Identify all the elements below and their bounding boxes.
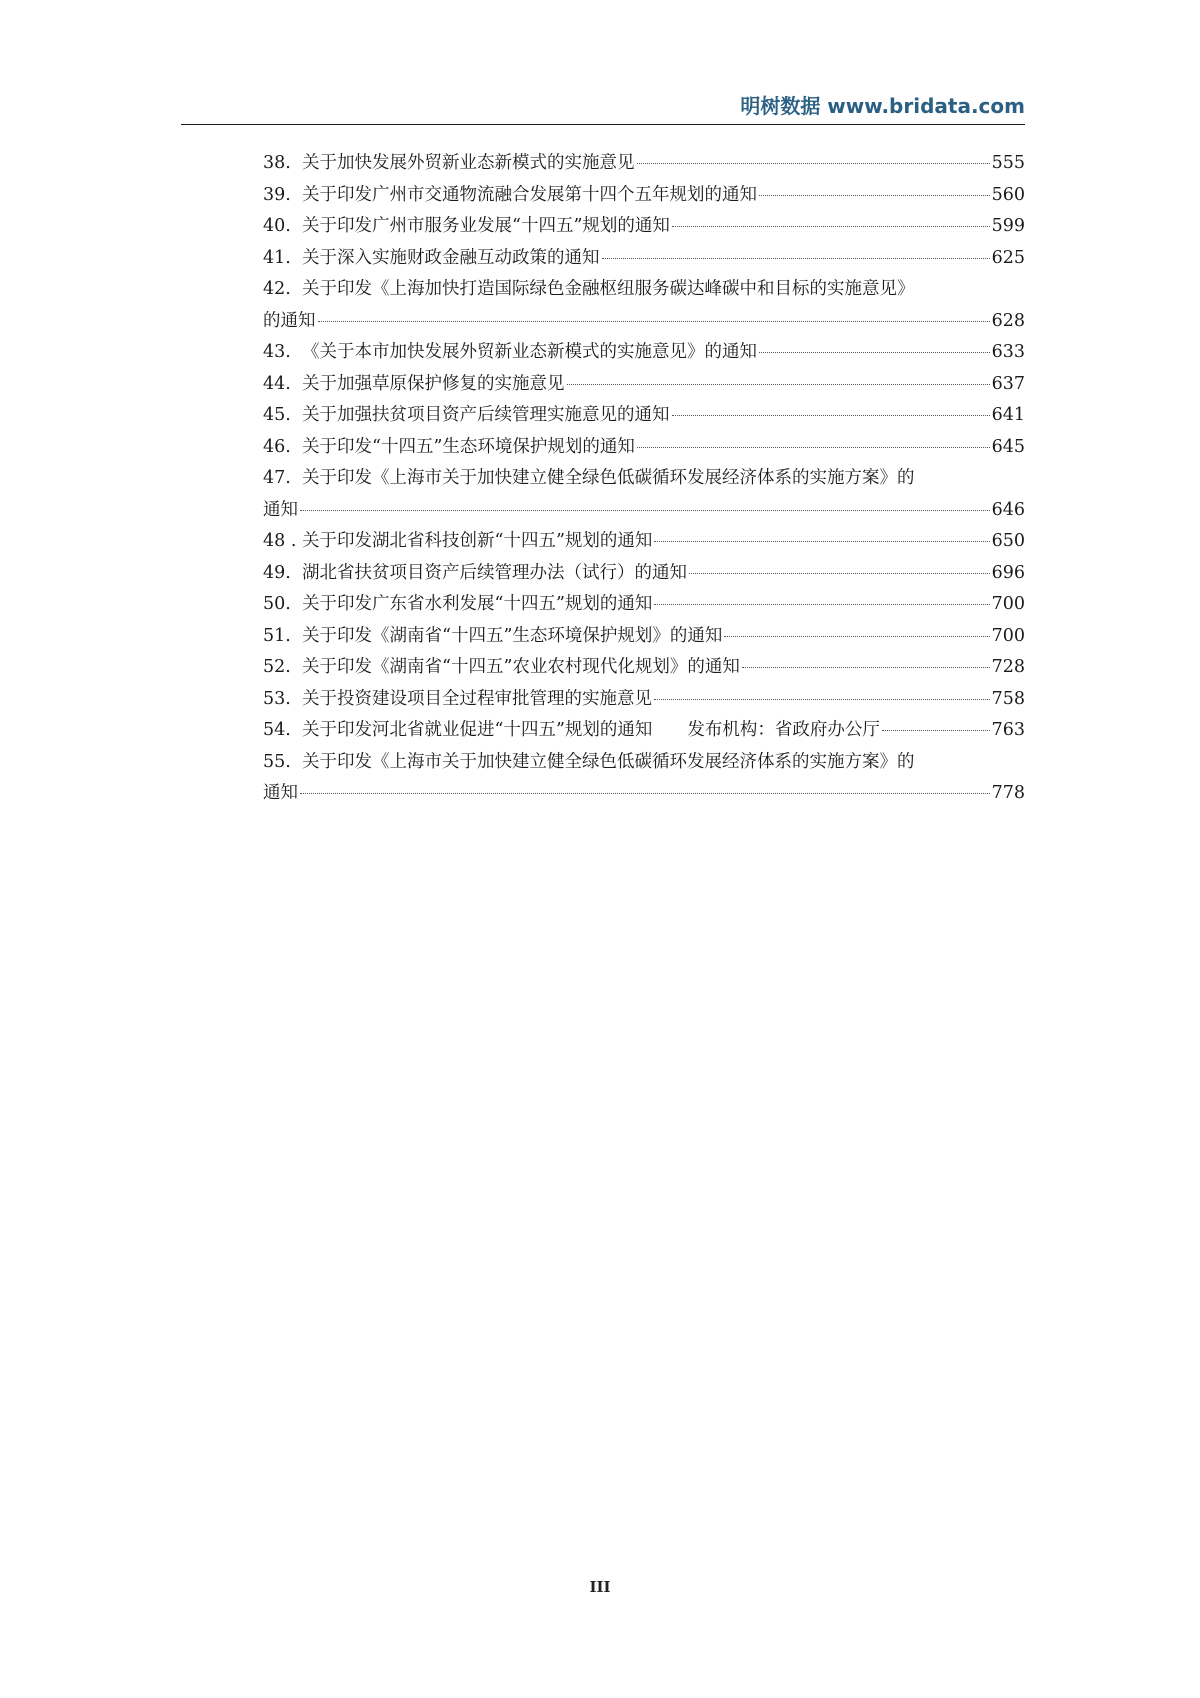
toc-entry[interactable]: [263, 211, 1025, 243]
toc-entry[interactable]: [263, 558, 1025, 590]
toc-entry-number: 42.: [263, 279, 291, 299]
toc-entry-title: 关于印发广东省水利发展“十四五”规划的通知: [302, 594, 653, 614]
toc-entry-page: 599: [991, 216, 1025, 236]
toc-entry-number: 40.: [263, 216, 291, 236]
dot-leader: [759, 352, 990, 353]
dot-leader: [759, 195, 990, 196]
toc-entry-number: 52.: [263, 657, 291, 677]
dot-leader: [300, 510, 990, 511]
toc-entry-title: 关于印发广州市服务业发展“十四五”规划的通知: [302, 216, 670, 236]
toc-entry-first-line: [263, 747, 1025, 779]
toc-entry-text: [263, 400, 670, 432]
table-of-contents: [263, 148, 1025, 810]
toc-entry-title: 关于印发《上海市关于加快建立健全绿色低碳循环发展经济体系的实施方案》的: [302, 468, 915, 488]
toc-entry[interactable]: [263, 747, 1025, 810]
toc-entry-page: 696: [991, 562, 1025, 583]
toc-entry[interactable]: [263, 526, 1025, 558]
toc-entry-page: 728: [991, 657, 1025, 677]
toc-entry-title-continuation: 通知: [263, 499, 298, 520]
toc-entry-number: 50.: [263, 594, 291, 614]
toc-entry[interactable]: [263, 684, 1025, 716]
dot-leader: [318, 321, 990, 322]
dot-leader: [654, 699, 990, 700]
toc-entry-page: 555: [991, 153, 1025, 173]
dot-leader: [672, 415, 990, 416]
dot-leader: [672, 226, 990, 227]
toc-entry-text: [263, 621, 722, 653]
toc-entry-first-line: [263, 274, 1025, 306]
toc-entry-title: 关于深入实施财政金融互动政策的通知: [302, 247, 600, 268]
toc-entry-page: 645: [991, 436, 1025, 457]
toc-entry[interactable]: [263, 180, 1025, 212]
dot-leader: [882, 730, 990, 731]
toc-entry-text: [263, 148, 635, 180]
toc-entry-title: 关于投资建设项目全过程审批管理的实施意见: [302, 688, 652, 709]
toc-entry-text: [263, 432, 635, 464]
toc-entry-number: 41.: [263, 247, 291, 268]
toc-entry-number: 51.: [263, 625, 291, 646]
toc-entry-page: 700: [991, 594, 1025, 614]
toc-entry-page: 700: [991, 625, 1025, 646]
toc-entry-page: 560: [991, 184, 1025, 205]
dot-leader: [654, 604, 989, 605]
toc-entry[interactable]: [263, 369, 1025, 401]
toc-entry-title: 关于印发湖北省科技创新“十四五”规划的通知: [302, 531, 653, 551]
toc-entry-text: [263, 526, 652, 558]
toc-entry-page: 646: [991, 499, 1025, 520]
toc-entry-title: 《关于本市加快发展外贸新业态新模式的实施意见》的通知: [302, 342, 757, 362]
toc-entry-title: 关于印发《湖南省“十四五”农业农村现代化规划》的通知: [302, 657, 740, 677]
toc-entry-number: 48 .: [263, 531, 297, 551]
toc-entry-title: 关于印发《上海市关于加快建立健全绿色低碳循环发展经济体系的实施方案》的: [302, 751, 915, 772]
toc-entry-title: 关于加快发展外贸新业态新模式的实施意见: [302, 153, 635, 173]
toc-entry-page: 628: [991, 310, 1025, 331]
toc-entry[interactable]: [263, 621, 1025, 653]
toc-entry-page: 641: [991, 405, 1025, 425]
toc-entry-text: [263, 589, 652, 621]
toc-entry-page: 625: [991, 247, 1025, 268]
toc-entry-text: [263, 715, 880, 747]
toc-entry-number: 43.: [263, 342, 291, 362]
toc-entry-title: 关于印发《湖南省“十四五”生态环境保护规划》的通知: [302, 625, 723, 646]
dot-leader: [567, 384, 990, 385]
toc-entry[interactable]: [263, 148, 1025, 180]
toc-entry[interactable]: [263, 432, 1025, 464]
toc-entry-number: 49.: [263, 562, 291, 583]
toc-entry-page: 633: [991, 342, 1025, 362]
toc-entry-page: 778: [991, 783, 1025, 803]
toc-entry[interactable]: [263, 337, 1025, 369]
toc-entry-page: 650: [991, 531, 1025, 551]
dot-leader: [742, 667, 990, 668]
toc-entry[interactable]: [263, 400, 1025, 432]
brand-logo-text: 明树数据 www.bridata.com: [740, 94, 1025, 118]
toc-entry-title-continuation: 通知: [263, 783, 298, 803]
toc-entry-number: 54.: [263, 720, 291, 740]
toc-entry-text: [263, 243, 600, 275]
toc-entry[interactable]: [263, 589, 1025, 621]
dot-leader: [637, 163, 990, 164]
toc-entry-text: [263, 684, 652, 716]
toc-entry[interactable]: [263, 243, 1025, 275]
toc-entry-title: 关于加强扶贫项目资产后续管理实施意见的通知: [302, 405, 670, 425]
page-header: [181, 86, 1025, 125]
toc-entry-text: [263, 337, 757, 369]
dot-leader: [602, 258, 990, 259]
toc-entry-first-line: [263, 463, 1025, 495]
toc-entry[interactable]: [263, 274, 1025, 337]
dot-leader: [637, 447, 990, 448]
toc-entry-title: 关于印发广州市交通物流融合发展第十四个五年规划的通知: [302, 184, 757, 205]
toc-entry-title: 关于印发《上海加快打造国际绿色金融枢纽服务碳达峰碳中和目标的实施意见》: [302, 279, 915, 299]
toc-entry-number: 55.: [263, 751, 291, 772]
dot-leader: [654, 541, 989, 542]
toc-entry-number: 38.: [263, 153, 291, 173]
toc-entry-title: 关于印发河北省就业促进“十四五”规划的通知 发布机构：省政府办公厅: [302, 720, 880, 740]
page-number: III: [589, 1578, 611, 1596]
toc-entry-title: 关于加强草原保护修复的实施意见: [302, 373, 565, 394]
toc-entry-page: 763: [991, 720, 1025, 740]
toc-entry-number: 39.: [263, 184, 291, 205]
toc-entry-title: 关于印发“十四五”生态环境保护规划的通知: [302, 436, 635, 457]
toc-entry-text: [263, 652, 740, 684]
toc-entry-text: [263, 180, 757, 212]
toc-entry-number: 44.: [263, 373, 291, 394]
toc-entry-number: 47.: [263, 468, 291, 488]
toc-entry-page: 758: [991, 688, 1025, 709]
toc-entry-number: 45.: [263, 405, 291, 425]
toc-entry-text: [263, 558, 687, 590]
dot-leader: [724, 636, 989, 637]
toc-entry-title: 湖北省扶贫项目资产后续管理办法（试行）的通知: [302, 562, 687, 583]
toc-entry[interactable]: [263, 715, 1025, 747]
toc-entry-title-continuation: 的通知: [263, 310, 316, 331]
dot-leader: [689, 573, 990, 574]
toc-entry-number: 46.: [263, 436, 291, 457]
toc-entry-page: 637: [991, 373, 1025, 394]
toc-entry-text: [263, 211, 670, 243]
toc-entry-number: 53.: [263, 688, 291, 709]
toc-entry[interactable]: [263, 463, 1025, 526]
toc-entry-text: [263, 369, 565, 401]
dot-leader: [300, 793, 990, 794]
toc-entry[interactable]: [263, 652, 1025, 684]
